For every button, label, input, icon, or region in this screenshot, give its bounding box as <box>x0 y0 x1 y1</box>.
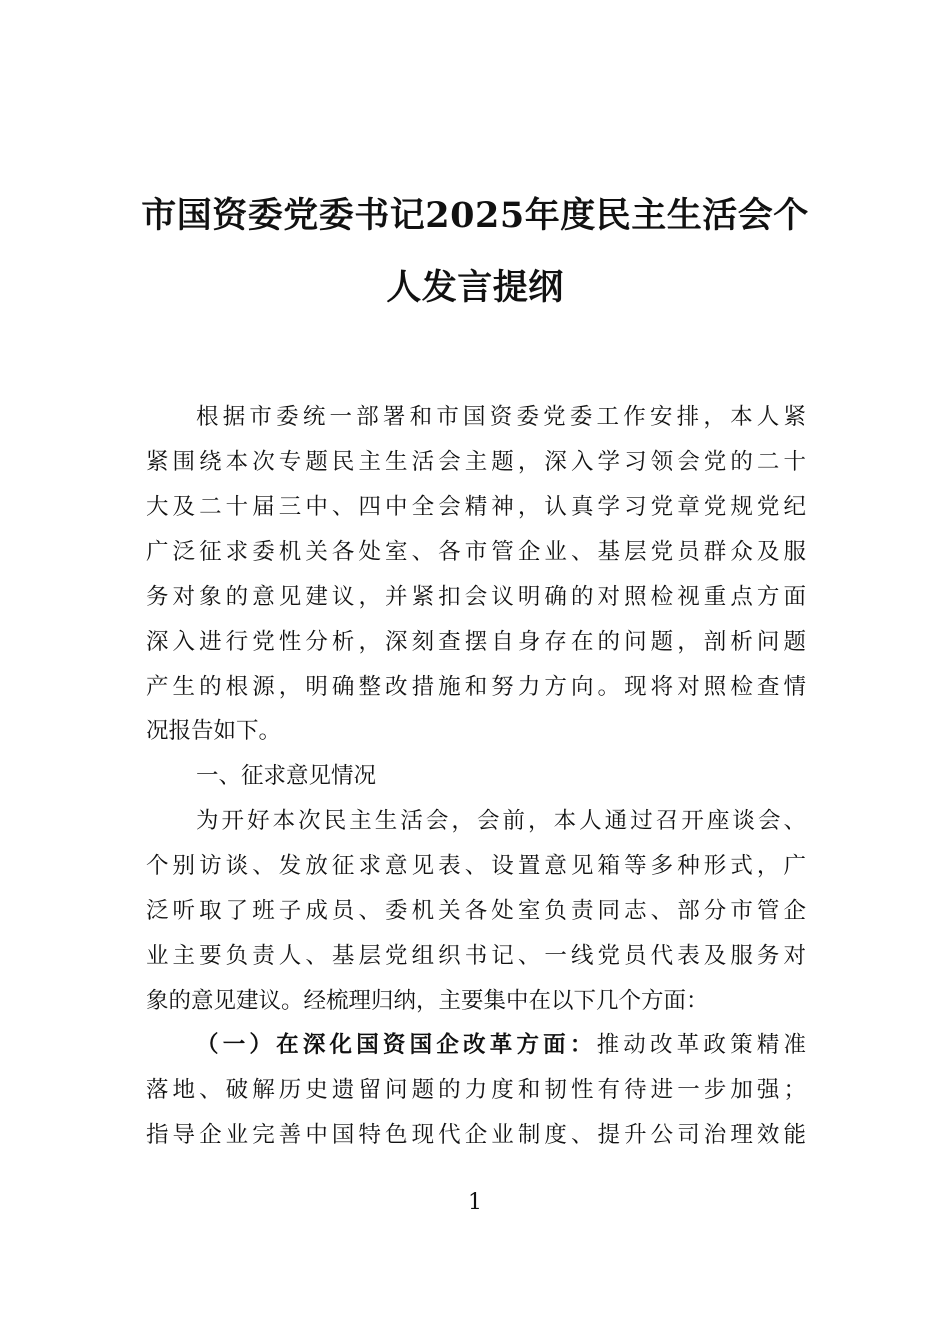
intro-line-8: 况报告如下。 <box>146 718 282 744</box>
subsection1-line-3: 指导企业完善中国特色现代企业制度、提升公司治理效能 <box>146 1122 806 1148</box>
document-title-line-2: 人发言提纲 <box>386 267 564 308</box>
page-number: 1 <box>468 1190 482 1215</box>
intro-line-2: 紧围绕本次专题民主生活会主题，深入学习领会党的二十 <box>146 449 806 475</box>
intro-line-5: 务对象的意见建议，并紧扣会议明确的对照检视重点方面 <box>146 584 806 610</box>
section-heading-1: 一、征求意见情况 <box>196 763 377 789</box>
document-title-line-1: 市国资委党委书记2025年度民主生活会个 <box>141 195 809 236</box>
intro-line-6: 深入进行党性分析，深刻查摆自身存在的问题，剖析问题 <box>146 629 806 655</box>
intro-line-1: 根据市委统一部署和市国资委党委工作安排，本人紧 <box>196 404 806 430</box>
section1-line-4: 业主要负责人、基层党组织书记、一线党员代表及服务对 <box>146 943 806 969</box>
intro-line-3: 大及二十届三中、四中全会精神，认真学习党章党规党纪 <box>146 494 806 520</box>
section1-line-2: 个别访谈、发放征求意见表、设置意见箱等多种形式，广 <box>146 853 806 879</box>
intro-line-4: 广泛征求委机关各处室、各市管企业、基层党员群众及服 <box>146 539 806 565</box>
intro-line-7: 产生的根源，明确整改措施和努力方向。现将对照检查情 <box>146 674 806 700</box>
subsection1-first-line <box>196 1030 806 1060</box>
section1-line-3: 泛听取了班子成员、委机关各处室负责同志、部分市管企 <box>146 898 806 924</box>
section1-line-1: 为开好本次民主生活会，会前，本人通过召开座谈会、 <box>196 808 806 834</box>
subsection-heading-1: （一）在深化国资国企改革方面： <box>196 1032 597 1058</box>
subsection1-line-2: 落地、破解历史遗留问题的力度和韧性有待进一步加强； <box>146 1077 806 1103</box>
section1-line-5: 象的意见建议。经梳理归纳，主要集中在以下几个方面： <box>146 988 709 1014</box>
subsection1-first-line-rest: 推动改革政策精准 <box>596 1032 806 1058</box>
